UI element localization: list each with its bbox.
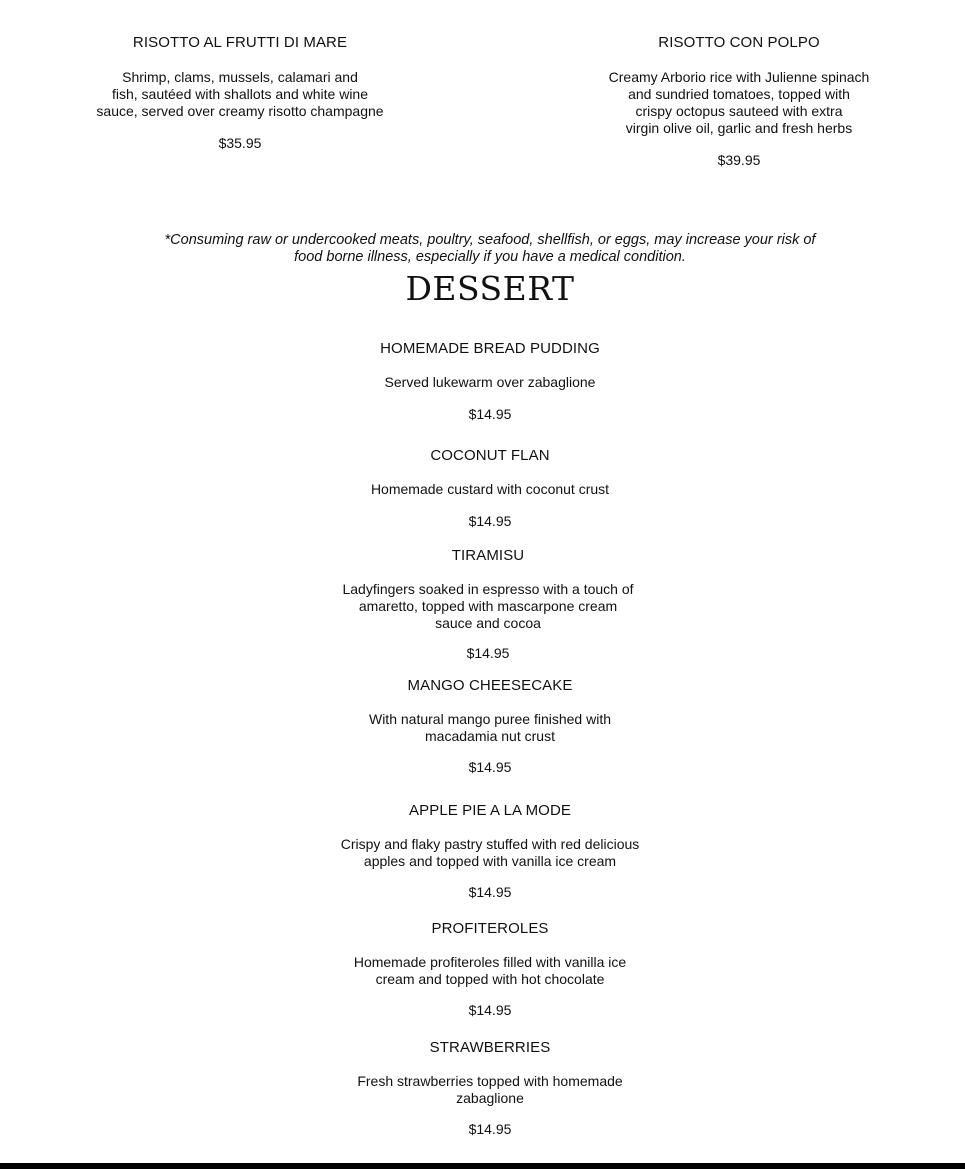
dish-description-line: Served lukewarm over zabaglione (384, 374, 596, 390)
dish-description-line: Homemade custard with coconut crust (370, 481, 610, 497)
dish-name: APPLE PIE A LA MODE (409, 802, 571, 819)
dish-description-line: sauce, served over creamy risotto champagne (96, 103, 384, 119)
dish-description (539, 69, 939, 137)
dish-description-line: fish, sautéed with shallots and white wine (111, 86, 369, 102)
dish-description-line: Homemade profiteroles filled with vanilla ice (353, 954, 627, 970)
dish-price: $14.95 (466, 645, 510, 661)
dish-price: $14.95 (468, 513, 512, 529)
dish-description-line: Crispy and flaky pastry stuffed with red delicious (340, 836, 640, 852)
section-title-dessert: DESSERT (405, 269, 575, 308)
dish-description (290, 374, 690, 391)
dish-description-line: With natural mango puree finished with (368, 711, 612, 727)
dish-description-line: macadamia nut crust (425, 728, 555, 744)
dish-description-line: Creamy Arborio rice with Julienne spinach (608, 69, 870, 85)
dish-price: $14.95 (468, 1002, 512, 1018)
dish-name: STRAWBERRIES (429, 1039, 551, 1056)
dish-description-line: Shrimp, clams, mussels, calamari and (122, 69, 358, 85)
dish-name: PROFITEROLES (431, 920, 549, 937)
dish-description (290, 1073, 690, 1107)
dish-description-line: and sundried tomatoes, topped with (628, 86, 850, 102)
dish-name: HOMEMADE BREAD PUDDING (380, 340, 600, 357)
dish-description (290, 711, 690, 745)
dish-description-line: amaretto, topped with mascarpone cream (358, 598, 618, 614)
dish-price: $35.95 (218, 135, 262, 151)
dish-name: TIRAMISU (451, 547, 525, 564)
dish-description (40, 69, 440, 120)
dish-price: $14.95 (468, 1121, 512, 1137)
dish-name: COCONUT FLAN (430, 447, 550, 464)
dish-name: RISOTTO AL FRUTTI DI MARE (132, 34, 348, 51)
dish-description-line: sauce and cocoa (435, 615, 541, 631)
dish-description-line: virgin olive oil, garlic and fresh herbs (625, 120, 853, 136)
dish-description (290, 836, 690, 870)
dish-description (288, 581, 688, 632)
dish-description-line: apples and topped with vanilla ice cream (363, 853, 617, 869)
food-safety-notice (0, 232, 965, 266)
dish-name: MANGO CHEESECAKE (407, 677, 573, 694)
dish-description-line: crispy octopus sauteed with extra (635, 103, 843, 119)
dish-price: $14.95 (468, 406, 512, 422)
dish-name: RISOTTO CON POLPO (658, 34, 820, 51)
dish-price: $14.95 (468, 759, 512, 775)
dish-description-line: zabaglione (456, 1090, 524, 1106)
dish-description-line: cream and topped with hot chocolate (375, 971, 605, 987)
notice-line: food borne illness, especially if you have a medical condition. (294, 249, 686, 265)
dish-price: $39.95 (717, 152, 761, 168)
dish-description (290, 481, 690, 498)
notice-line: *Consuming raw or undercooked meats, poultry, seafood, shellfish, or eggs, may increase your risk of (164, 232, 816, 248)
dish-description-line: Fresh strawberries topped with homemade (357, 1073, 623, 1089)
bottom-divider-bar (0, 1163, 965, 1169)
dish-description (290, 954, 690, 988)
dish-description-line: Ladyfingers soaked in espresso with a touch of (342, 581, 634, 597)
dish-price: $14.95 (468, 884, 512, 900)
